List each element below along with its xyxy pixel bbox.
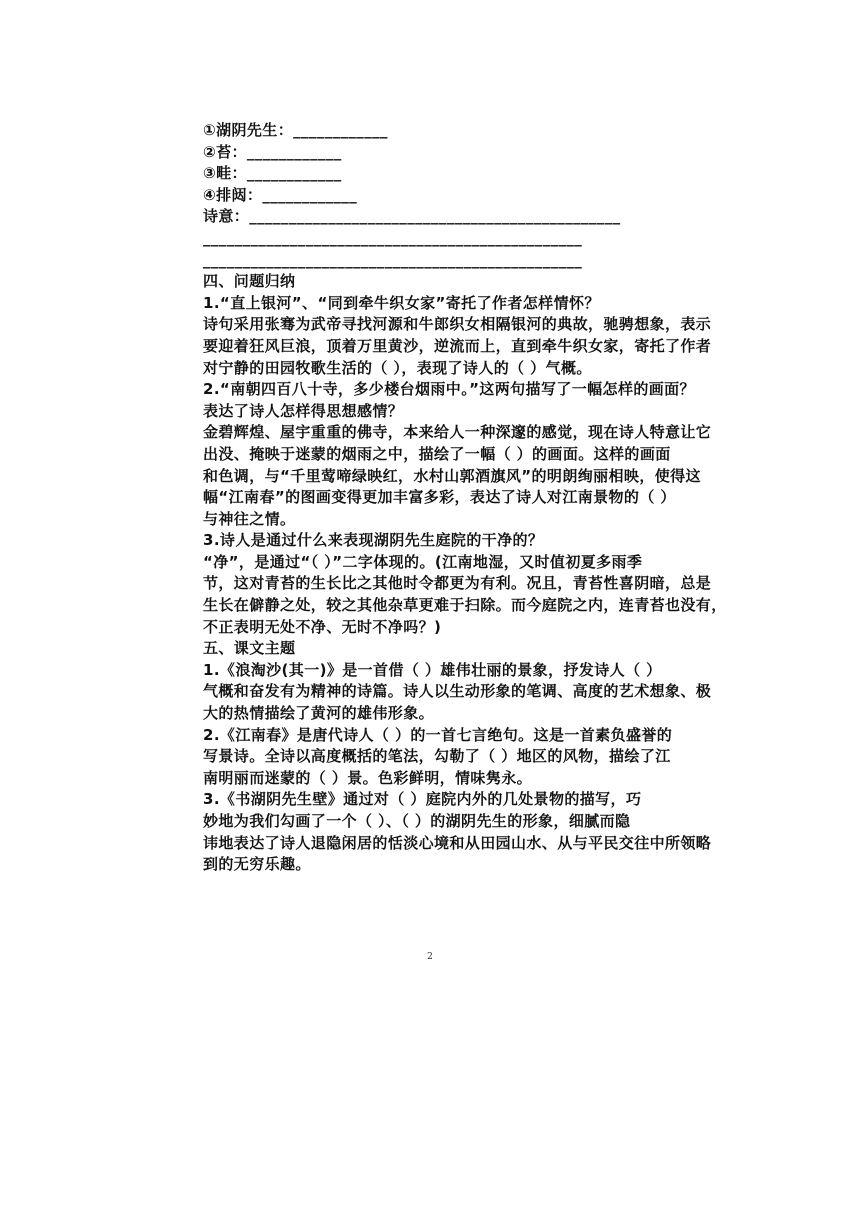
note-label: ①湖阴先生：: [203, 121, 294, 139]
poem-meaning-blank-line: [203, 228, 763, 250]
answer-line: 要迎着狂风巨浪，顶着万里黄沙，逆流而上，直到牵牛织女家，寄托了作者: [203, 336, 712, 355]
page-number: 2: [427, 952, 433, 962]
note-blank: ____________: [246, 164, 342, 183]
poem-meaning-blank: _______________________________________________: [249, 207, 621, 226]
section-heading-4: 四、问题归纳: [203, 272, 296, 291]
answer-line: 金碧辉煌、屋宇重重的佛寺，本来给人一种深邃的感觉，现在诗人特意让它: [203, 423, 712, 442]
note-item-4: [203, 185, 763, 207]
note-label: ④排闼：: [203, 185, 263, 204]
theme-line: 讳地表达了诗人退隐闲居的恬淡心境和从田园山水、从与平民交往中所领略: [203, 833, 712, 852]
answer-line: 诗句采用张骞为武帝寻找河源和牛郎织女相隔银河的典故，驰骋想象，表示: [203, 315, 712, 334]
question-1: 1.“直上银河”、“同到牵牛织女家”寄托了作者怎样情怀？: [203, 293, 600, 312]
question-2: [203, 379, 763, 422]
answer-line: 幅“江南春”的图画变得更加丰富多彩，表达了诗人对江南景物的（ ）: [203, 488, 676, 507]
note-item-1: [203, 120, 763, 142]
answer-3: [203, 552, 763, 638]
note-blank: ____________: [246, 142, 342, 161]
theme-line: 大的热情描绘了黄河的雄伟形象。: [203, 704, 435, 723]
poem-meaning-blank: ________________________________________________: [203, 228, 583, 247]
poem-meaning-line: [203, 206, 763, 228]
theme-line: 1.《浪淘沙(其一)》是一首借（ ）雄伟壮丽的景象，抒发诗人（ ）: [203, 660, 662, 679]
theme-line: 到的无穷乐趣。: [203, 855, 311, 874]
note-item-3: [203, 163, 763, 185]
theme-line: 气概和奋发有为精神的诗篇。诗人以生动形象的笔调、高度的艺术想象、极: [203, 682, 712, 701]
theme-line: 2.《江南春》是唐代诗人（ ）的一首七言绝句。这是一首素负盛誉的: [203, 725, 673, 744]
answer-line: 出没、掩映于迷蒙的烟雨之中，描绘了一幅（ ）的画面。这样的画面: [203, 444, 671, 463]
answer-line: 与神往之情。: [203, 509, 296, 528]
theme-line: 南明丽而迷蒙的（ ）景。色彩鲜明，情味隽永。: [203, 768, 533, 787]
note-blank: ____________: [293, 121, 388, 139]
note-item-2: [203, 142, 763, 164]
question-3: 3.诗人是通过什么来表现湖阴先生庭院的干净的？: [203, 531, 544, 550]
answer-1: [203, 314, 763, 379]
theme-item-3: [203, 789, 763, 875]
theme-line: 3.《书湖阴先生壁》通过对（ ）庭院内外的几处景物的描写，巧: [203, 790, 642, 809]
answer-2: [203, 422, 763, 530]
answer-line: 不正表明无处不净、无时不净吗？): [203, 617, 442, 636]
section-heading-5: 五、课文主题: [203, 639, 296, 658]
poem-meaning-blank: ________________________________________________: [203, 250, 583, 269]
answer-line: “净”，是通过“（ ）”二字体现的。(江南地湿，又时值初夏多雨季: [203, 552, 643, 571]
note-label: ②苔：: [203, 142, 247, 161]
poem-meaning-blank-line: [203, 250, 763, 272]
theme-line: 写景诗。全诗以高度概括的笔法，勾勒了（ ）地区的风物，描绘了江: [203, 747, 671, 766]
poem-meaning-label: 诗意：: [203, 207, 250, 226]
question-line: 2.“南朝四百八十寺，多少楼台烟雨中。”这两句描写了一幅怎样的画面？: [203, 380, 695, 399]
question-line: 表达了诗人怎样得思想感情？: [203, 401, 404, 420]
theme-line: 妙地为我们勾画了一个（ ）、（ ）的湖阴先生的形象，细腻而隐: [203, 812, 631, 830]
answer-line: 生长在僻静之处，较之其他杂草更难于扫除。而今庭院之内，连青苔也没有，: [203, 596, 727, 615]
note-label: ③畦：: [203, 164, 247, 183]
theme-item-1: [203, 660, 763, 725]
answer-line: 对宁静的田园牧歌生活的（ ），表现了诗人的（ ）气概。: [203, 358, 592, 377]
worksheet-content: [203, 120, 763, 876]
note-blank: ____________: [262, 185, 358, 204]
theme-item-2: [203, 725, 763, 790]
answer-line: 和色调，与“千里莺啼绿映红，水村山郭酒旗风”的明朗绚丽相映，使得这: [203, 466, 701, 485]
answer-line: 节，这对青苔的生长比之其他时令都更为有利。况且，青苔性喜阴暗，总是: [203, 574, 712, 593]
